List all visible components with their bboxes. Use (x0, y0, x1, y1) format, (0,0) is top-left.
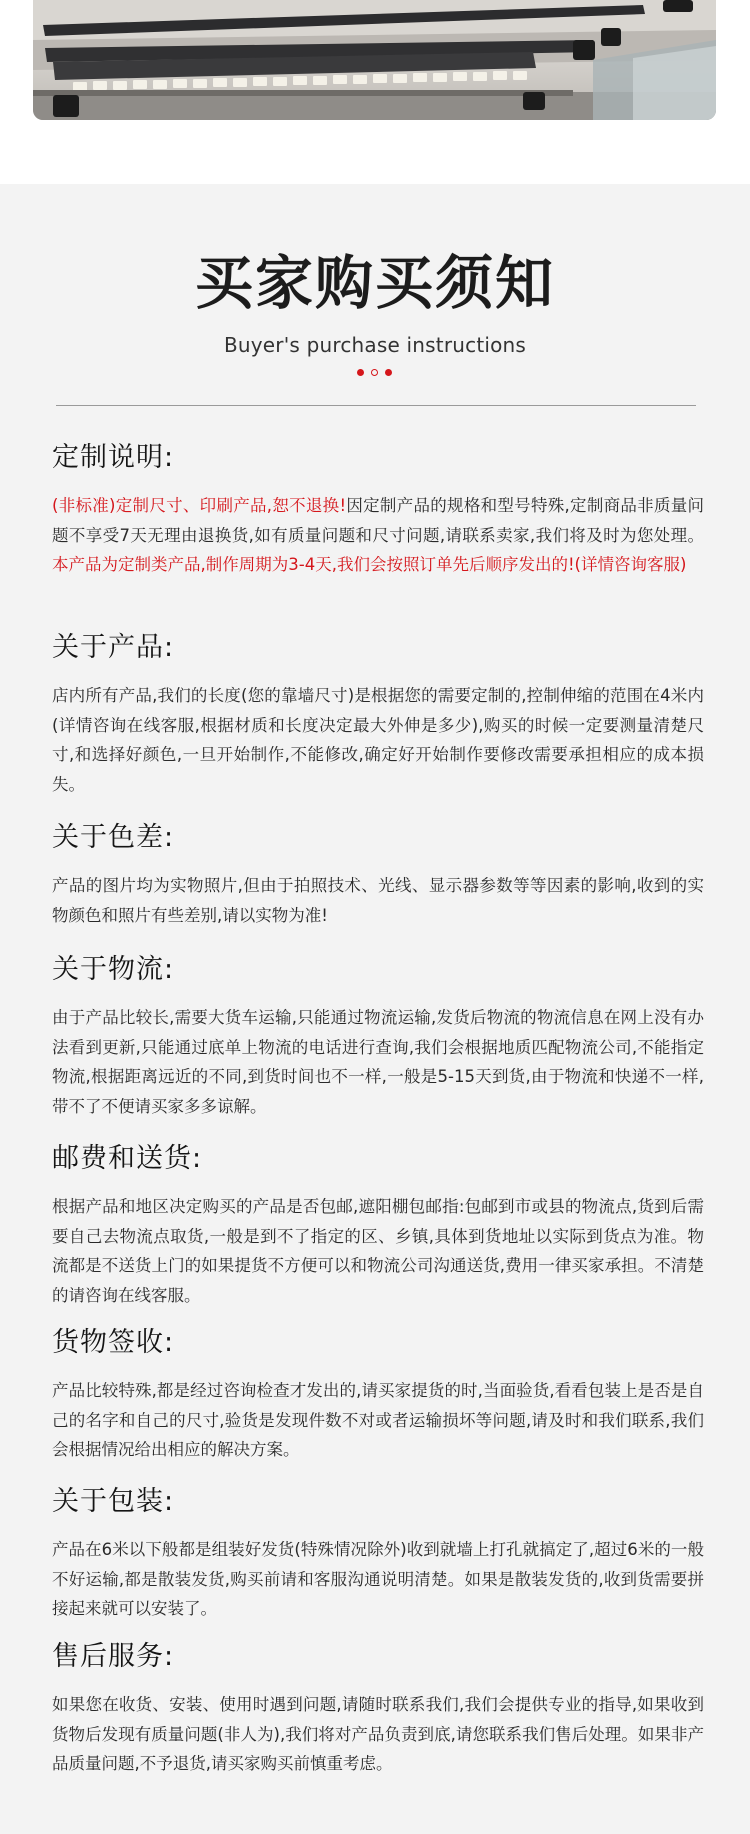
section-heading: 关于包装: (52, 1486, 175, 1517)
divider (56, 405, 696, 406)
section-heading: 邮费和送货: (52, 1143, 203, 1174)
section-heading: 关于产品: (52, 632, 175, 663)
dot-middle (371, 369, 378, 376)
section-body (52, 491, 704, 580)
section-receipt (52, 1327, 704, 1465)
section-heading: 定制说明: (52, 442, 175, 473)
section-body: 产品在6米以下般都是组装好发货(特殊情况除外)收到就墙上打孔就搞定了,超过6米的一般不好运输,都是散装发货,购买前请和客服沟通说明清楚。如果是散装发货的,收到货需要拼接起来就可以安装了。 (52, 1540, 704, 1618)
section-shipping (52, 1143, 704, 1310)
section-heading: 关于色差: (52, 822, 175, 853)
page-subtitle: Buyer's purchase instructions (223, 333, 527, 357)
section-heading: 关于物流: (52, 954, 175, 985)
section-custom (52, 442, 704, 580)
section-body: 店内所有产品,我们的长度(您的靠墙尺寸)是根据您的需要定制的,控制伸缩的范围在4米内(详情咨询在线客服,根据材质和长度决定最大外伸是多少),购买的时候一定要测量清楚尺寸,和选择好颜色,一旦开始制作,不能修改,确定好开始制作要修改需要承担相应的成本损失。 (52, 686, 704, 794)
section-color (52, 822, 704, 930)
section-logistics (52, 954, 704, 1121)
custom-text: 因定制产品的规格和型号特殊,定制商品非质量问题不享受7天无理由退换货,如有质量问题和尺寸问题,请联系卖家,我们将及时为您处理。 (52, 496, 705, 545)
section-body: 如果您在收货、安装、使用时遇到问题,请随时联系我们,我们会提供专业的指导,如果收到货物后发现有质量问题(非人为),我们将对产品负责到底,请您联系我们售后处理。如果非产品质量问题,不予退货,请买家购买前慎重考虑。 (52, 1695, 704, 1773)
section-heading: 售后服务: (52, 1641, 175, 1672)
dot-left (357, 369, 364, 376)
section-body: 产品的图片均为实物照片,但由于拍照技术、光线、显示器参数等等因素的影响,收到的实物颜色和照片有些差别,请以实物为准! (52, 876, 704, 925)
page-title: 买家购买须知 (194, 249, 555, 317)
dot-right (385, 369, 392, 376)
section-after-sales (52, 1641, 704, 1779)
section-packaging (52, 1486, 704, 1624)
section-body: 由于产品比较长,需要大货车运输,只能通过物流运输,发货后物流的物流信息在网上没有办法看到更新,只能通过底单上物流的电话进行查询,我们会根据地质匹配物流公司,不能指定物流,根据距离远近的不同,到货时间也不一样,一般是5-15天到货,由于物流和快递不一样,带不了不便请买家多多谅解。 (52, 1008, 704, 1116)
section-body: 根据产品和地区决定购买的产品是否包邮,遮阳棚包邮指:包邮到市或县的物流点,货到后需要自己去物流点取货,一般是到不了指定的区、乡镇,具体到货地址以实际到货点为准。物流都是不送货上门的如果提货不方便可以和物流公司沟通送货,费用一律买家承担。不清楚的请咨询在线客服。 (52, 1197, 704, 1305)
section-body: 产品比较特殊,都是经过咨询检查才发出的,请买家提货的时,当面验货,看看包装上是否是自己的名字和自己的尺寸,验货是发现件数不对或者运输损坏等问题,请及时和我们联系,我们会根据情况给出相应的解决方案。 (52, 1381, 704, 1459)
section-heading: 货物签收: (52, 1327, 175, 1358)
section-product (52, 632, 704, 799)
product-photo (33, 0, 716, 120)
custom-warning: (非标准)定制尺寸、印刷产品,恕不退换! (52, 496, 347, 515)
awning-photo-illustration (33, 0, 716, 120)
custom-cycle-notice: 本产品为定制类产品,制作周期为3-4天,我们会按照订单先后顺序发出的!(详情咨询客服) (52, 555, 687, 574)
decorative-dots (357, 369, 393, 377)
